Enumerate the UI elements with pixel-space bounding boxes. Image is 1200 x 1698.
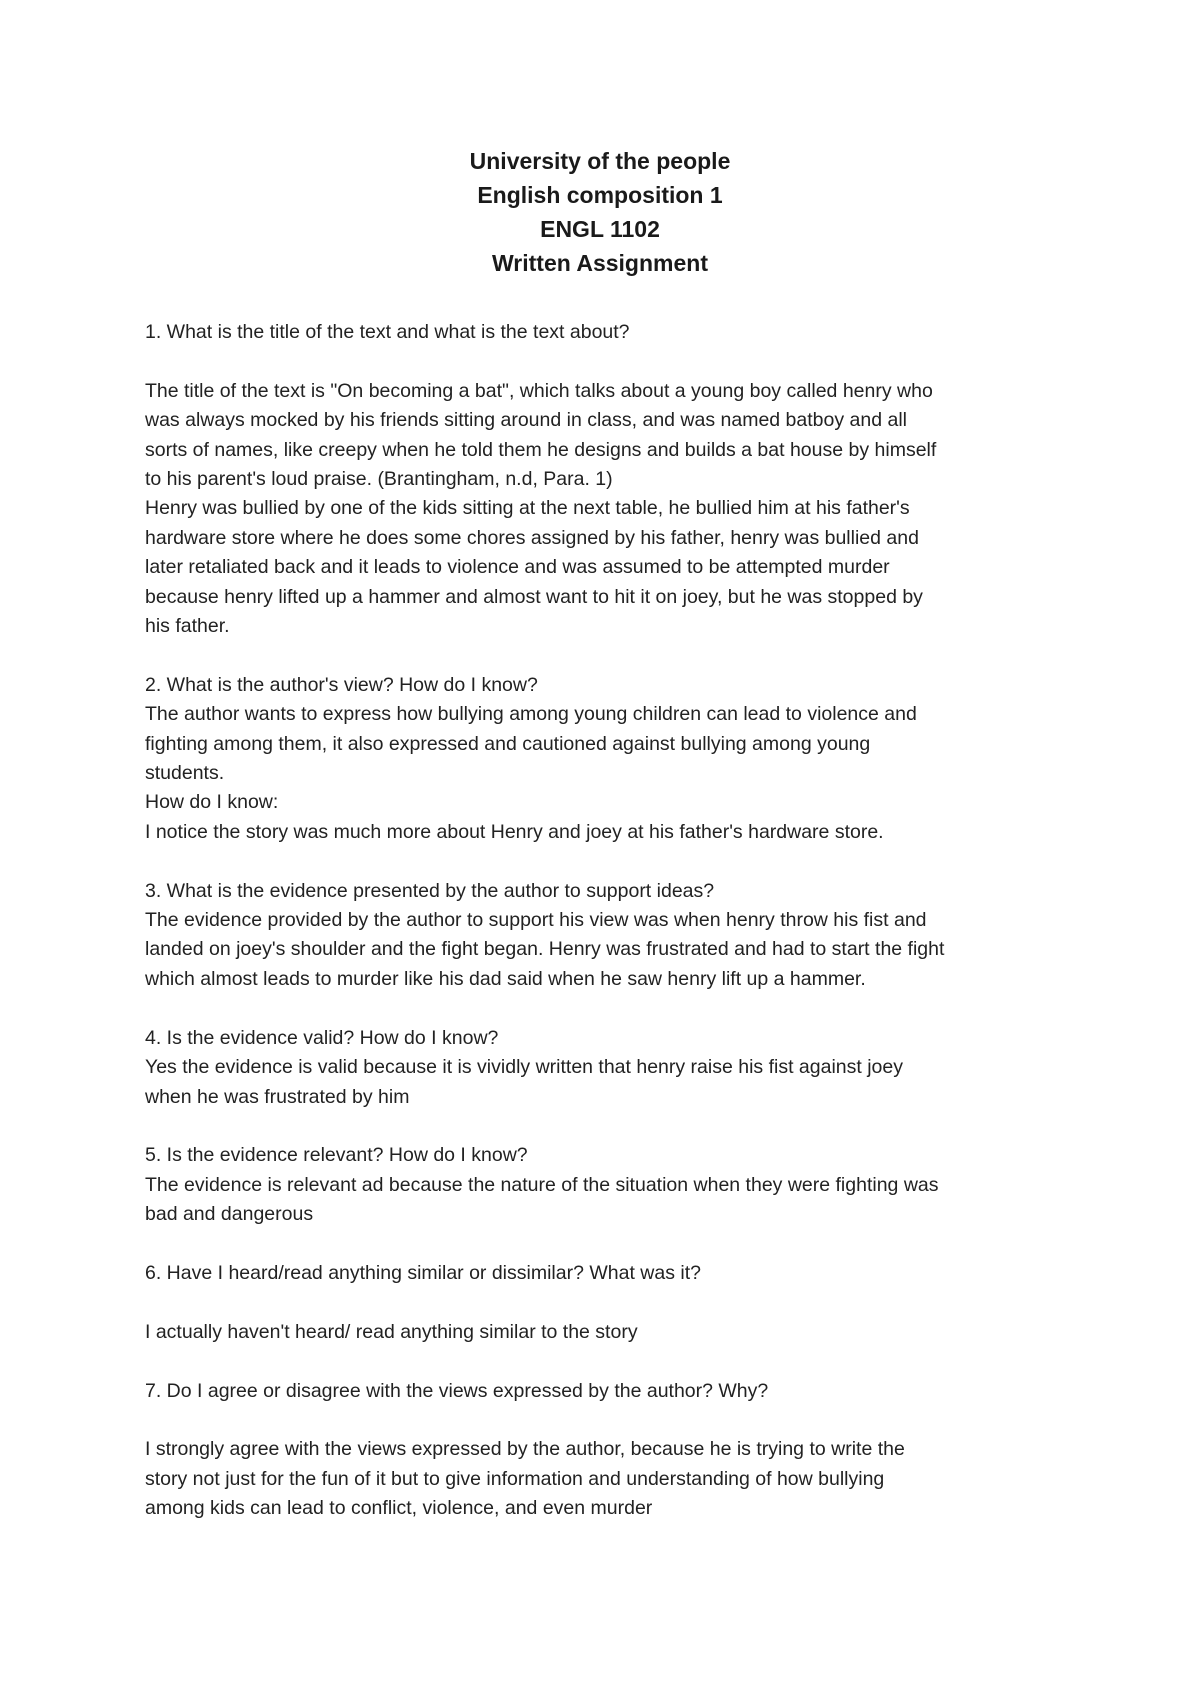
- answer-5-line: The evidence is relevant ad because the nature of the situation when they were fighting was: [145, 1173, 939, 1196]
- answer-1-line: to his parent's loud praise. (Brantingham, n.d, Para. 1): [145, 468, 613, 491]
- answer-1-line: Henry was bullied by one of the kids sitting at the next table, he bullied him at his father's: [145, 497, 910, 520]
- answer-1-line: later retaliated back and it leads to violence and was assumed to be attempted murder: [145, 556, 890, 579]
- answer-4-line: Yes the evidence is valid because it is vividly written that henry raise his fist against joey: [145, 1056, 903, 1079]
- question-2: 2. What is the author's view? How do I know?: [145, 673, 538, 696]
- assignment-title: Written Assignment: [492, 250, 708, 276]
- answer-6-line: I actually haven't heard/ read anything similar to the story: [145, 1320, 638, 1343]
- answer-3-line: landed on joey's shoulder and the fight began. Henry was frustrated and had to start the fight: [145, 938, 945, 961]
- question-6: 6. Have I heard/read anything similar or dissimilar? What was it?: [145, 1261, 701, 1284]
- answer-2-line: fighting among them, it also expressed and cautioned against bullying among young: [145, 732, 871, 755]
- question-7: 7. Do I agree or disagree with the views expressed by the author? Why?: [145, 1379, 769, 1402]
- answer-7-line: story not just for the fun of it but to give information and understanding of how bullying: [145, 1467, 885, 1490]
- institution-name: University of the people: [469, 148, 731, 174]
- question-3: 3. What is the evidence presented by the author to support ideas?: [145, 879, 715, 902]
- answer-7-line: I strongly agree with the views expressed by the author, because he is trying to write the: [145, 1438, 905, 1461]
- course-name: English composition 1: [477, 182, 723, 208]
- answer-1-line: hardware store where he does some chores assigned by his father, henry was bullied and: [145, 526, 919, 549]
- answer-3-line: The evidence provided by the author to support his view was when henry throw his fist and: [145, 909, 927, 932]
- answer-2-subhead: How do I know:: [145, 791, 279, 814]
- answer-1-line: was always mocked by his friends sitting around in class, and was named batboy and all: [145, 409, 907, 432]
- document-header: [0, 144, 1200, 280]
- question-4: 4. Is the evidence valid? How do I know?: [145, 1026, 499, 1049]
- answer-5-line: bad and dangerous: [145, 1203, 314, 1226]
- course-code: ENGL 1102: [540, 216, 660, 242]
- answer-4-line: when he was frustrated by him: [145, 1085, 410, 1108]
- answer-2-line: The author wants to express how bullying among young children can lead to violence and: [145, 703, 917, 726]
- answer-2-line: I notice the story was much more about Henry and joey at his father's hardware store.: [145, 820, 884, 843]
- answer-1-line: The title of the text is "On becoming a bat", which talks about a young boy called henry who: [145, 379, 933, 402]
- document-body: [145, 318, 1080, 1524]
- question-1: 1. What is the title of the text and what is the text about?: [145, 321, 630, 343]
- answer-2-line: students.: [145, 762, 225, 785]
- question-5: 5. Is the evidence relevant? How do I know?: [145, 1144, 528, 1167]
- answer-7-line: among kids can lead to conflict, violence, and even murder: [145, 1497, 653, 1520]
- answer-3-line: which almost leads to murder like his dad said when he saw henry lift up a hammer.: [145, 967, 866, 990]
- answer-1-line: because henry lifted up a hammer and almost want to hit it on joey, but he was stopped by: [145, 585, 923, 608]
- answer-1-line: his father.: [145, 615, 230, 638]
- answer-1-line: sorts of names, like creepy when he told them he designs and builds a bat house by himself: [145, 438, 937, 461]
